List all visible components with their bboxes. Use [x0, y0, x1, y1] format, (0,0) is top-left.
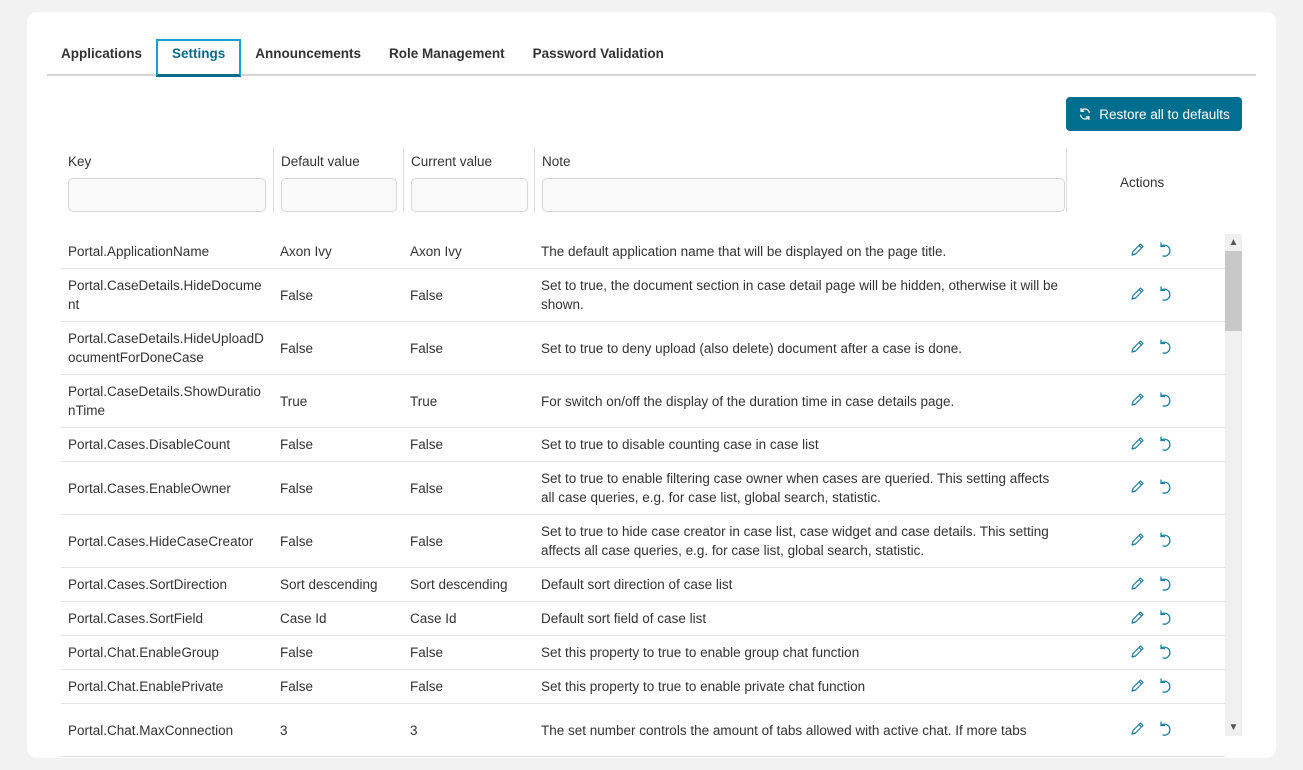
table-row[interactable] [61, 636, 1225, 670]
setting-key: Portal.Cases.SortField [68, 611, 204, 626]
default-value: Axon Ivy [280, 243, 332, 259]
setting-key: Portal.Cases.DisableCount [68, 437, 231, 452]
default-value: False [280, 437, 314, 452]
restore-all-label: Restore all to defaults [1099, 106, 1230, 122]
pencil-icon[interactable] [1129, 392, 1147, 410]
row-actions [1066, 576, 1225, 594]
current-value: Axon Ivy [410, 243, 462, 259]
pencil-icon[interactable] [1129, 610, 1147, 628]
column-current-label: Current value [411, 154, 493, 169]
row-actions [1066, 339, 1225, 357]
table-row[interactable] [61, 704, 1225, 757]
undo-icon[interactable] [1157, 678, 1175, 696]
row-actions [1066, 479, 1225, 497]
setting-note: Set to true to disable counting case in case list [541, 437, 819, 452]
column-actions-label: Actions [1120, 175, 1165, 190]
current-value: False [410, 480, 444, 496]
tab-applications[interactable]: Applications [61, 46, 143, 61]
current-value: Case Id [410, 611, 457, 626]
tab-settings[interactable]: Settings [156, 39, 241, 77]
scroll-down-arrow-icon[interactable]: ▼ [1228, 722, 1239, 733]
setting-note: The set number controls the amount of tabs allowed with active chat. If more tabs [541, 722, 1027, 738]
restore-all-defaults-button[interactable] [1066, 97, 1242, 131]
pencil-icon[interactable] [1129, 339, 1147, 357]
setting-note: Set to true to deny upload (also delete) document after a case is done. [541, 340, 963, 356]
setting-note: The default application name that will be displayed on the page title. [541, 243, 947, 259]
current-value: 3 [410, 722, 418, 738]
setting-note: For switch on/off the display of the duration time in case details page. [541, 393, 955, 409]
undo-icon[interactable] [1157, 339, 1175, 357]
setting-note: Set to true, the document section in case detail page will be hidden, otherwise it will be shown. [541, 278, 1059, 312]
table-scrollbar[interactable] [1225, 234, 1242, 736]
default-value: False [280, 645, 314, 660]
pencil-icon[interactable] [1129, 678, 1147, 696]
default-value: Sort descending [280, 577, 378, 592]
row-actions [1066, 242, 1225, 260]
undo-icon[interactable] [1157, 576, 1175, 594]
undo-icon[interactable] [1157, 242, 1175, 260]
default-value: False [280, 480, 314, 496]
row-actions [1066, 532, 1225, 550]
table-row[interactable] [61, 568, 1225, 602]
current-value: True [410, 393, 438, 409]
table-row[interactable] [61, 515, 1225, 568]
table-header [61, 148, 1242, 216]
default-filter-input[interactable] [281, 178, 397, 212]
column-actions [1066, 148, 1225, 212]
default-value: False [280, 340, 314, 356]
current-value: False [410, 645, 444, 660]
setting-note: Set to true to enable filtering case owner when cases are queried. This setting affects all case queries, e.g. for case list, global search, statistic. [541, 471, 1050, 505]
row-actions [1066, 644, 1225, 662]
column-current [403, 148, 534, 212]
setting-key: Portal.CaseDetails.ShowDurationTime [68, 384, 261, 418]
row-actions [1066, 721, 1225, 739]
column-key [61, 148, 273, 212]
column-key-label: Key [68, 154, 92, 169]
setting-key: Portal.ApplicationName [68, 243, 210, 259]
tab-bar [47, 39, 1256, 76]
pencil-icon[interactable] [1129, 242, 1147, 260]
current-value: False [410, 437, 444, 452]
table-row[interactable] [61, 670, 1225, 704]
undo-icon[interactable] [1157, 721, 1175, 739]
row-actions [1066, 436, 1225, 454]
tab-role-management[interactable]: Role Management [389, 46, 505, 61]
row-actions [1066, 678, 1225, 696]
default-value: False [280, 679, 314, 694]
table-row[interactable] [61, 602, 1225, 636]
setting-note: Set this property to true to enable private chat function [541, 679, 866, 694]
undo-icon[interactable] [1157, 479, 1175, 497]
default-value: True [280, 393, 308, 409]
pencil-icon[interactable] [1129, 436, 1147, 454]
table-row[interactable] [61, 428, 1225, 462]
pencil-icon[interactable] [1129, 532, 1147, 550]
column-note [534, 148, 1066, 212]
column-default [273, 148, 403, 212]
table-row[interactable] [61, 322, 1225, 375]
tab-password-validation[interactable]: Password Validation [532, 46, 664, 61]
table-row[interactable] [61, 462, 1225, 515]
setting-key: Portal.Chat.EnableGroup [68, 645, 219, 660]
undo-icon[interactable] [1157, 532, 1175, 550]
table-row[interactable] [61, 375, 1225, 428]
pencil-icon[interactable] [1129, 721, 1147, 739]
row-actions [1066, 286, 1225, 304]
undo-icon[interactable] [1157, 436, 1175, 454]
pencil-icon[interactable] [1129, 479, 1147, 497]
default-value: 3 [280, 722, 288, 738]
current-value: Sort descending [410, 577, 508, 592]
setting-key: Portal.Cases.EnableOwner [68, 480, 231, 496]
setting-note: Default sort field of case list [541, 611, 707, 626]
column-default-label: Default value [281, 154, 360, 169]
refresh-icon [1078, 107, 1092, 121]
current-value: False [410, 287, 444, 303]
row-actions [1066, 610, 1225, 628]
undo-icon[interactable] [1157, 610, 1175, 628]
setting-note: Set to true to hide case creator in case list, case widget and case details. This setting affects all case queries, e.g. for case list, global search, statistic. [541, 524, 1049, 558]
settings-card [27, 12, 1276, 758]
setting-key: Portal.Cases.SortDirection [68, 577, 228, 592]
column-note-label: Note [542, 154, 571, 169]
setting-key: Portal.CaseDetails.HideUploadDocumentForDoneCase [68, 331, 264, 365]
setting-key: Portal.Chat.EnablePrivate [68, 679, 224, 694]
scroll-up-arrow-icon[interactable]: ▲ [1228, 237, 1239, 248]
current-filter-input[interactable] [411, 178, 528, 212]
setting-key: Portal.Cases.HideCaseCreator [68, 533, 254, 549]
pencil-icon[interactable] [1129, 286, 1147, 304]
tab-announcements[interactable]: Announcements [255, 46, 362, 61]
key-filter-input[interactable] [68, 178, 266, 212]
setting-key: Portal.CaseDetails.HideDocument [68, 278, 262, 312]
settings-table-body [61, 234, 1225, 738]
undo-icon[interactable] [1157, 286, 1175, 304]
default-value: False [280, 533, 314, 549]
current-value: False [410, 533, 444, 549]
setting-note: Default sort direction of case list [541, 577, 733, 592]
setting-key: Portal.Chat.MaxConnection [68, 722, 234, 738]
pencil-icon[interactable] [1129, 576, 1147, 594]
current-value: False [410, 679, 444, 694]
default-value: Case Id [280, 611, 327, 626]
note-filter-input[interactable] [542, 178, 1065, 212]
row-actions [1066, 392, 1225, 410]
pencil-icon[interactable] [1129, 644, 1147, 662]
table-row[interactable] [61, 234, 1225, 269]
undo-icon[interactable] [1157, 392, 1175, 410]
current-value: False [410, 340, 444, 356]
default-value: False [280, 287, 314, 303]
setting-note: Set this property to true to enable group chat function [541, 645, 860, 660]
scroll-thumb[interactable] [1225, 251, 1242, 331]
undo-icon[interactable] [1157, 644, 1175, 662]
table-row[interactable] [61, 269, 1225, 322]
